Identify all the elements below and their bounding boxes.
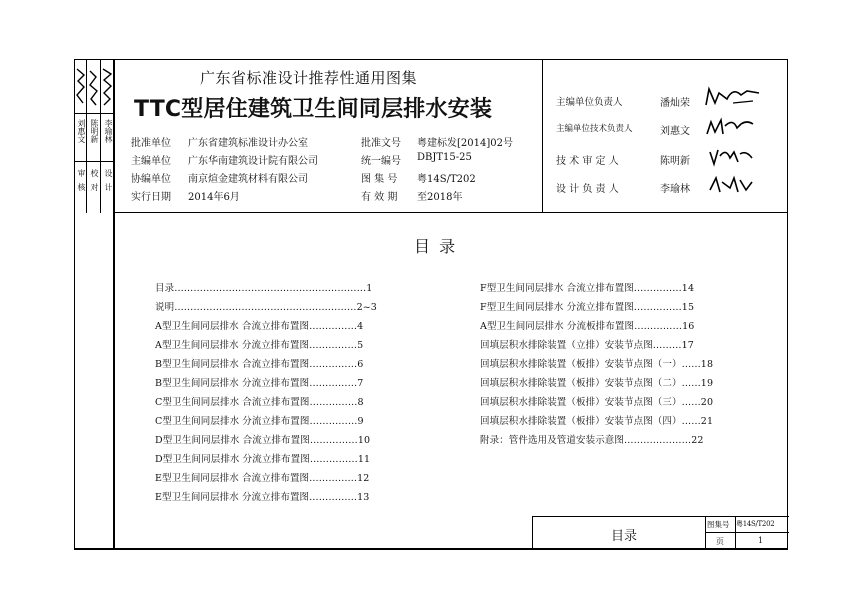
responsible-name: 陈明新 xyxy=(660,156,690,167)
responsible-role: 设 计 负 责 人 xyxy=(556,184,619,195)
signature-2 xyxy=(705,116,755,138)
atlas-label: 图集号 xyxy=(707,520,730,529)
side-name-2: 陈明新 xyxy=(90,119,99,143)
responsible-role: 技 术 审 定 人 xyxy=(556,156,619,167)
responsible-role: 主编单位负责人 xyxy=(556,97,623,108)
page-value: 1 xyxy=(758,536,764,545)
toc-entry[interactable]: A型卫生间同层排水 分流板排布置图……………16 xyxy=(480,321,695,332)
meta-key: 图 集 号 xyxy=(361,174,398,185)
meta-value: 广东华南建筑设计院有限公司 xyxy=(188,156,318,167)
toc-entry[interactable]: 附录：管件选用及管道安装示意图…………………22 xyxy=(480,435,704,446)
toc-entry[interactable]: 回填层积水排除装置（板排）安装节点图（二）……19 xyxy=(480,378,714,389)
side-role-3: 设计 xyxy=(104,169,113,197)
toc-entry[interactable]: E型卫生间同层排水 分流立排布置图……………13 xyxy=(155,492,370,503)
toc-entry[interactable]: 回填层积水排除装置（立排）安装节点图………17 xyxy=(480,340,694,351)
toc-entry[interactable]: B型卫生间同层排水 合流立排布置图……………6 xyxy=(155,359,364,370)
meta-key: 协编单位 xyxy=(131,174,171,185)
toc-entry[interactable]: C型卫生间同层排水 合流立排布置图……………8 xyxy=(155,397,364,408)
meta-value: 2014年6月 xyxy=(188,192,240,203)
meta-key: 统一编号 xyxy=(361,156,401,167)
toc-entry[interactable]: 目录……………………………………………………1 xyxy=(155,283,373,294)
header-subtitle: 广东省标准设计推荐性通用图集 xyxy=(200,69,418,87)
toc-entry[interactable]: 回填层积水排除装置（板排）安装节点图（三）……20 xyxy=(480,397,714,408)
header-vertical-divider xyxy=(542,59,543,213)
header-divider xyxy=(114,212,788,213)
side-signature-1 xyxy=(75,65,86,109)
meta-value: 粤14S/T202 xyxy=(417,174,476,185)
meta-key: 批准单位 xyxy=(131,138,171,149)
frame-right xyxy=(787,59,788,549)
meta-key: 批准文号 xyxy=(361,138,401,149)
toc-entry[interactable]: A型卫生间同层排水 合流立排布置图……………4 xyxy=(155,321,364,332)
side-signature-2 xyxy=(88,65,99,109)
toc-entry[interactable]: E型卫生间同层排水 合流立排布置图……………12 xyxy=(155,473,370,484)
toc-entry[interactable]: 回填层积水排除装置（板排）安装节点图（一）……18 xyxy=(480,359,714,370)
meta-value: 至2018年 xyxy=(417,192,463,203)
meta-key: 主编单位 xyxy=(131,156,171,167)
signature-3 xyxy=(708,146,754,168)
side-role-2: 校对 xyxy=(90,169,99,197)
toc-entry[interactable]: F型卫生间同层排水 合流立排布置图……………14 xyxy=(480,283,695,294)
toc-entry[interactable]: F型卫生间同层排水 分流立排布置图……………15 xyxy=(480,302,695,313)
toc-entry[interactable]: C型卫生间同层排水 分流立排布置图……………9 xyxy=(155,416,364,427)
meta-key: 有 效 期 xyxy=(361,192,398,203)
meta-value: 广东省建筑标准设计办公室 xyxy=(188,138,308,149)
responsible-role: 主编单位技术负责人 xyxy=(556,124,633,134)
toc-entry[interactable]: 说明…………………………………………………2~3 xyxy=(155,302,377,313)
side-strip xyxy=(74,59,114,213)
frame-top xyxy=(74,59,788,60)
meta-value: 粤建标发[2014]02号 xyxy=(417,138,513,149)
page-label: 页 xyxy=(716,537,724,546)
meta-value: 南京煊金建筑材料有限公司 xyxy=(188,174,308,185)
side-signature-3 xyxy=(101,65,113,109)
side-name-1: 刘惠文 xyxy=(77,119,86,143)
responsible-name: 李瑜林 xyxy=(660,184,690,195)
toc-entry[interactable]: B型卫生间同层排水 分流立排布置图……………7 xyxy=(155,378,364,389)
signature-1 xyxy=(703,85,761,109)
toc-entry[interactable]: D型卫生间同层排水 分流立排布置图……………11 xyxy=(155,454,371,465)
meta-key: 实行日期 xyxy=(131,192,171,203)
meta-value: DBJT15-25 xyxy=(417,152,472,163)
toc-entry[interactable]: A型卫生间同层排水 分流立排布置图……………5 xyxy=(155,340,364,351)
atlas-value: 粤14S/T202 xyxy=(736,520,775,528)
toc-entry[interactable]: D型卫生间同层排水 合流立排布置图……………10 xyxy=(155,435,371,446)
title-block-name: 目录 xyxy=(611,529,638,544)
header-title: TTC型居住建筑卫生间同层排水安装 xyxy=(134,97,493,122)
toc-entry[interactable]: 回填层积水排除装置（板排）安装节点图（四）……21 xyxy=(480,416,714,427)
responsible-name: 潘灿荣 xyxy=(660,98,690,109)
title-block xyxy=(532,516,789,550)
side-role-1: 审核 xyxy=(77,169,86,197)
toc-heading: 目 录 xyxy=(414,237,458,256)
signature-4 xyxy=(708,174,754,196)
responsible-name: 刘惠文 xyxy=(660,126,690,137)
side-name-3: 李瑜林 xyxy=(104,119,113,143)
